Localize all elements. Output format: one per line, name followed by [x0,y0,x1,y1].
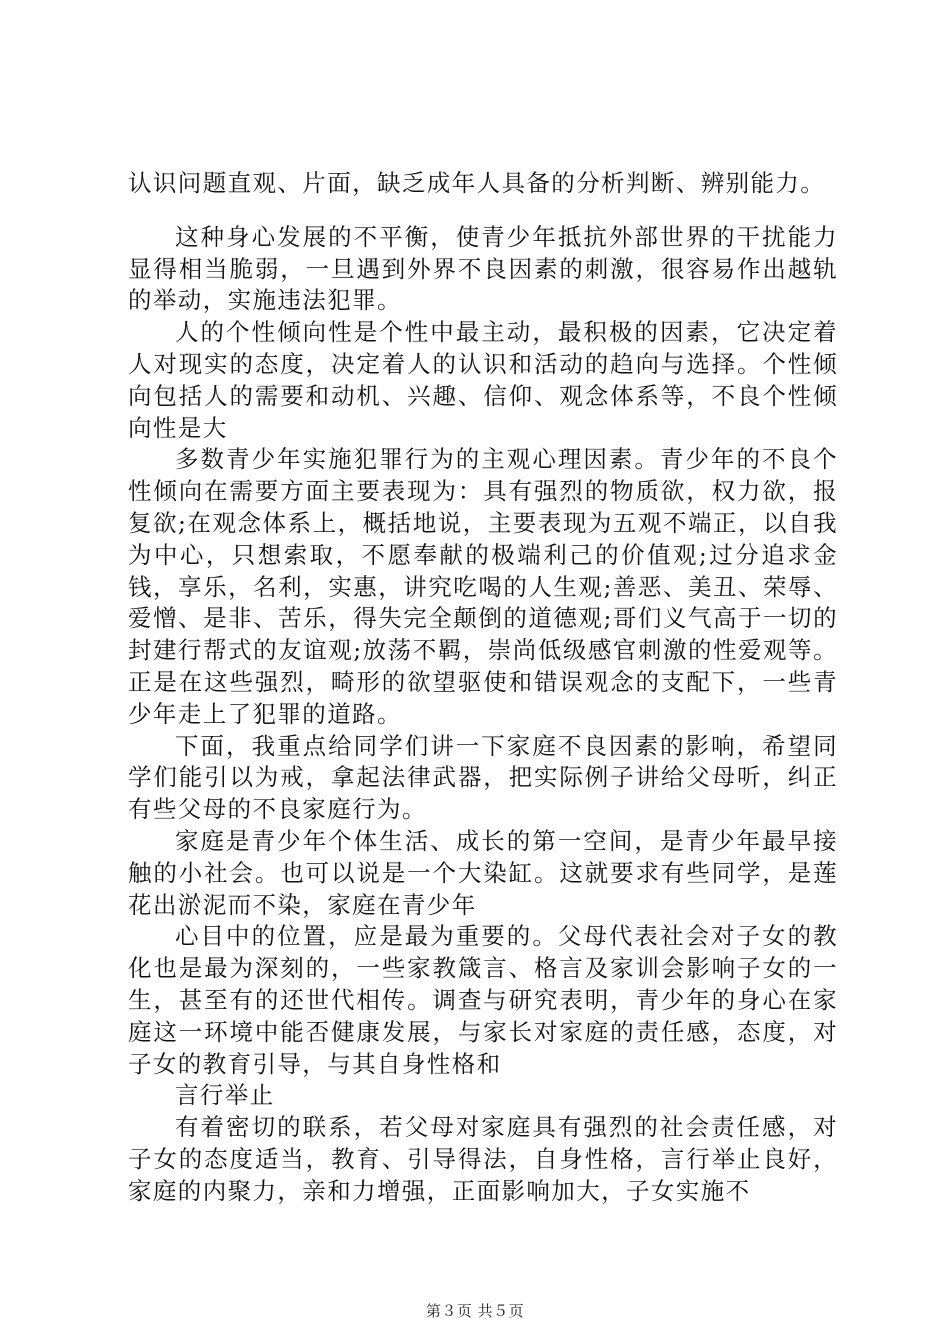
document-body [128,168,838,1208]
paragraph-9: 有着密切的联系，若父母对家庭具有强烈的社会责任感，对子女的态度适当，教育、引导得法，自身性格，言行举止良好，家庭的内聚力，亲和力增强，正面影响加大，子女实施不 [128,1113,838,1205]
paragraph-3: 人的个性倾向性是个性中最主动，最积极的因素，它决定着人对现实的态度，决定着人的认识和活动的趋向与选择。个性倾向包括人的需要和动机、兴趣、信仰、观念体系等，不良个性倾向性是大 [128,318,838,442]
page-footer: 第３页 共５页 [425,1302,525,1320]
paragraph-2: 这种身心发展的不平衡，使青少年抵抗外部世界的干扰能力显得相当脆弱，一旦遇到外界不良因素的刺激，很容易作出越轨的举动，实施违法犯罪。 [128,222,838,315]
paragraph-1: 认识问题直观、片面，缺乏成年人具备的分析判断、辨别能力。 [128,169,826,197]
paragraph-6: 家庭是青少年个体生活、成长的第一空间，是青少年最早接触的小社会。也可以说是一个大染缸。这就要求有些同学，是莲花出淤泥而不染，家庭在青少年 [128,826,838,919]
paragraph-8: 言行举止 [175,1081,275,1110]
paragraph-7: 心目中的位置，应是最为重要的。父母代表社会对子女的教化也是最为深刻的，一些家教箴言、格言及家训会影响子女的一生，甚至有的还世代相传。调查与研究表明，青少年的身心在家庭这一环境中能否健康发展，与家长对家庭的责任感，态度，对子女的教育引导，与其自身性格和 [128,922,838,1078]
paragraph-4: 多数青少年实施犯罪行为的主观心理因素。青少年的不良个性倾向在需要方面主要表现为：具有强烈的物质欲，权力欲，报复欲;在观念体系上，概括地说，主要表现为五观不端正，以自我为中心，只想索取，不愿奉献的极端利己的价值观;过分追求金钱，享乐，名利，实惠，讲究吃喝的人生观;善恶、美丑、荣辱、爱憎、是非、苦乐，得失完全颠倒的道德观;哥们义气高于一切的封建行帮式的友谊观;放荡不羁，崇尚低级感官刺激的性爱观等。正是在这些强烈，畸形的欲望驱使和错误观念的支配下，一些青少年走上了犯罪的道路。 [128,445,838,728]
paragraph-5: 下面，我重点给同学们讲一下家庭不良因素的影响，希望同学们能引以为戒，拿起法律武器，把实际例子讲给父母听，纠正有些父母的不良家庭行为。 [128,731,838,824]
